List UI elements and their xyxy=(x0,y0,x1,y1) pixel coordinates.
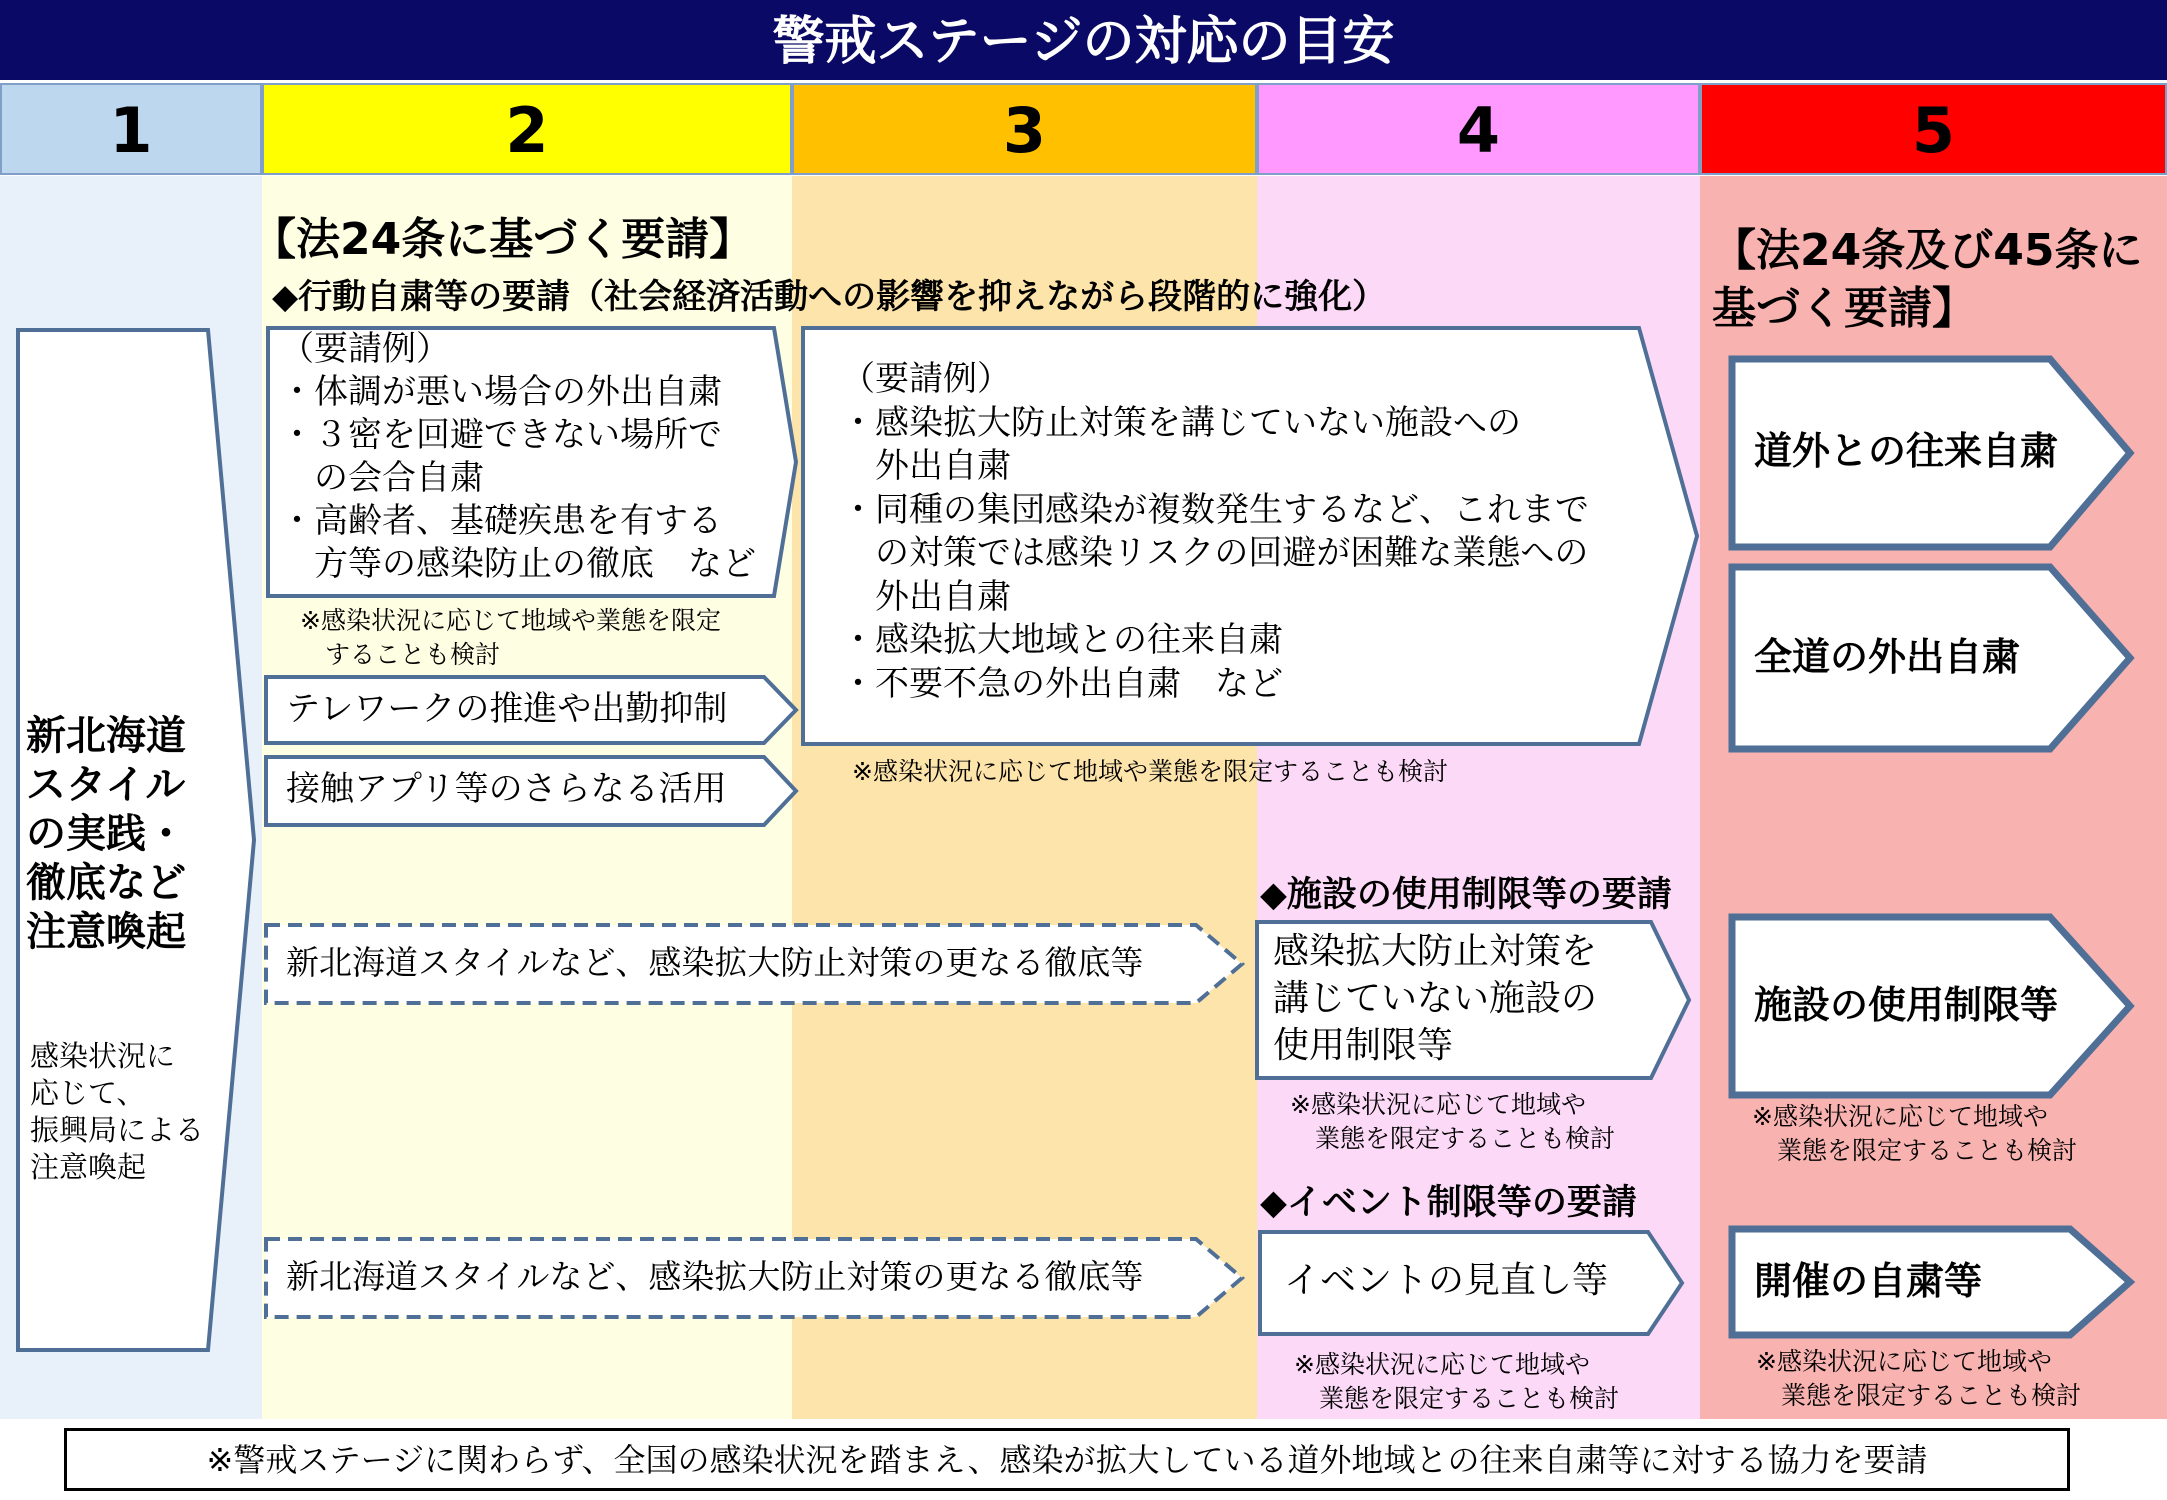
stage-2-header: 2 xyxy=(262,83,792,175)
stage3-example-note: ※感染状況に応じて地域や業態を限定することも検討 xyxy=(852,757,1448,786)
stage-1-header: 1 xyxy=(0,83,262,175)
event-heading: ◆イベント制限等の要請 xyxy=(1260,1183,1637,1223)
contact-app-text: 接触アプリ等のさらなる活用 xyxy=(286,769,727,809)
footer-note: ※警戒ステージに関わらず、全国の感染状況を踏まえ、感染が拡大している道外地域との往来自粛等に対する協力を要請 xyxy=(64,1428,2070,1491)
stage3-example-arrow xyxy=(801,326,1699,746)
telework-arrow xyxy=(264,675,798,745)
contact-app-arrow xyxy=(264,755,798,827)
stage-3-header: 3 xyxy=(792,83,1257,175)
facility-stage4-note: ※感染状況に応じて地域や 業態を限定することも検討 xyxy=(1290,1090,1616,1153)
event-stage4-arrow xyxy=(1258,1230,1684,1336)
telework-text: テレワークの推進や出勤抑制 xyxy=(286,689,728,729)
stage2-example-arrow xyxy=(266,326,798,598)
stage1-sub-text: 感染状況に 応じて、 振興局による 注意喚起 xyxy=(30,1039,205,1184)
facility-stage5-note: ※感染状況に応じて地域や 業態を限定することも検討 xyxy=(1752,1102,2078,1165)
law24-heading: 【法24条に基づく要請】 xyxy=(252,214,754,265)
stage2-example-note: ※感染状況に応じて地域や業態を限定 することも検討 xyxy=(300,606,721,669)
event-stage4-note: ※感染状況に応じて地域や 業態を限定することも検討 xyxy=(1294,1350,1620,1413)
event-dashed-text: 新北海道スタイルなど、感染拡大防止対策の更なる徹底等 xyxy=(286,1257,1144,1296)
stage1-main-text: 新北海道 スタイル の実践・ 徹底など 注意喚起 xyxy=(26,713,186,955)
stage3-example-text: （要請例） ・感染拡大防止対策を講じていない施設への 外出自粛 ・同種の集団感染が複数発生するなど、これまで の対策では感染リスクの回避が困難な業態への 外出自粛 ・感染拡大地域との往来自粛 ・不要不急の外出自粛 など xyxy=(841,359,1589,704)
page-title: 警戒ステージの対応の目安 xyxy=(0,0,2167,80)
outing-restriction-arrow xyxy=(1730,565,2132,751)
event-stage5-text: 開催の自粛等 xyxy=(1754,1259,1983,1303)
outing-restriction-text: 全道の外出自粛 xyxy=(1754,635,2021,679)
event-stage5-arrow xyxy=(1730,1227,2132,1337)
stage2-example-text: （要請例） ・体調が悪い場合の外出自粛 ・３密を回避できない場所で の会合自粛 ・高齢者、基礎疾患を有する 方等の感染防止の徹底 など xyxy=(280,329,756,584)
law24-subheading: ◆行動自粛等の要請（社会経済活動への影響を抑えながら段階的に強化） xyxy=(272,277,1387,317)
facility-stage5-text: 施設の使用制限等 xyxy=(1754,983,2059,1027)
event-stage4-text: イベントの見直し等 xyxy=(1284,1260,1609,1301)
facility-stage4-text: 感染拡大防止対策を 講じていない施設の 使用制限等 xyxy=(1273,931,1598,1066)
travel-restriction-arrow xyxy=(1730,357,2132,549)
facility-dashed-arrow xyxy=(264,923,1244,1005)
event-dashed-arrow xyxy=(264,1237,1244,1319)
event-stage5-note: ※感染状況に応じて地域や 業態を限定することも検討 xyxy=(1756,1347,2082,1410)
facility-stage4-arrow xyxy=(1255,920,1691,1080)
stage-5-header: 5 xyxy=(1700,83,2167,175)
facility-dashed-text: 新北海道スタイルなど、感染拡大防止対策の更なる徹底等 xyxy=(286,943,1144,982)
law24-45-heading: 【法24条及び45条に 基づく要請】 xyxy=(1712,225,2143,334)
facility-stage5-arrow xyxy=(1730,915,2132,1097)
facility-heading: ◆施設の使用制限等の要請 xyxy=(1260,875,1672,915)
stage-4-header: 4 xyxy=(1257,83,1700,175)
travel-restriction-text: 道外との往来自粛 xyxy=(1754,429,2059,473)
stage1-arrow xyxy=(16,328,256,1352)
